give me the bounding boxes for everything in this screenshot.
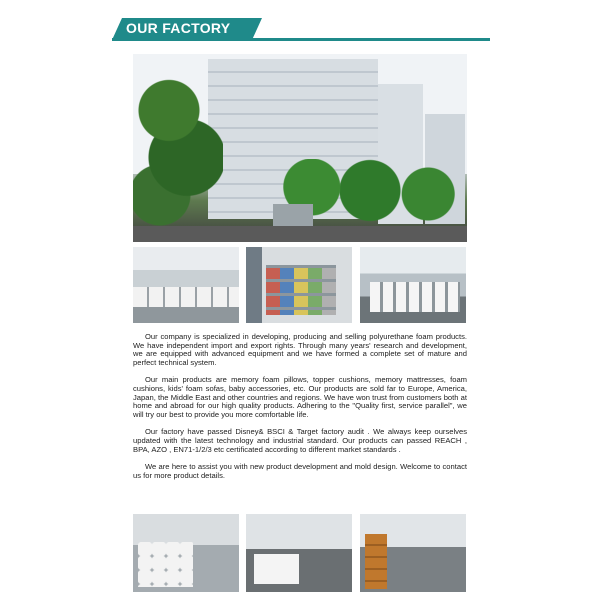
foam-products-storage-photo — [133, 514, 239, 592]
road — [133, 226, 467, 242]
carton-boxes-storage-photo — [360, 514, 466, 592]
factory-building-photo — [133, 54, 467, 242]
paragraph-certifications: Our factory have passed Disney& BSCI & Target factory audit . We always keep ourselves updated with the latest technology and industrial standard. Our products can passed REACH , BPA, AZO , EN71-1/2/3 etc certificated according to different market standards . — [133, 427, 467, 454]
title-underline — [112, 38, 490, 41]
paragraph-intro: Our company is specialized in developing, producing and selling polyurethane foam products. We have independent import and export rights. Through many years' research and development, we are equipped with advanced equipment and we have formed a complete set of mature and perfect technical system. — [133, 332, 467, 367]
page-title: OUR FACTORY — [126, 20, 231, 36]
company-description — [133, 333, 467, 489]
paragraph-products: Our main products are memory foam pillows, topper cushions, memory mattresses, foam cushions, kids' foam sofas, baby accessories, etc. Our products are sold far to Europe, America, Japan, the Middle East and other countries and regions. We have won trust from customers both at home and abroad for our high quality products. Adhering to the "Quality first, service parallel", we will try our best to provide you more comfortable life. — [133, 375, 467, 419]
sewing-line-photo — [360, 247, 466, 323]
warehouse-shelves-photo — [246, 247, 352, 323]
production-workshop-photo — [133, 247, 239, 323]
foam-blocks-warehouse-photo — [246, 514, 352, 592]
paragraph-contact: We are here to assist you with new product development and mold design. Welcome to contact us for more product details. — [133, 462, 467, 480]
page-header — [0, 0, 600, 60]
foreground-tree — [133, 54, 223, 242]
